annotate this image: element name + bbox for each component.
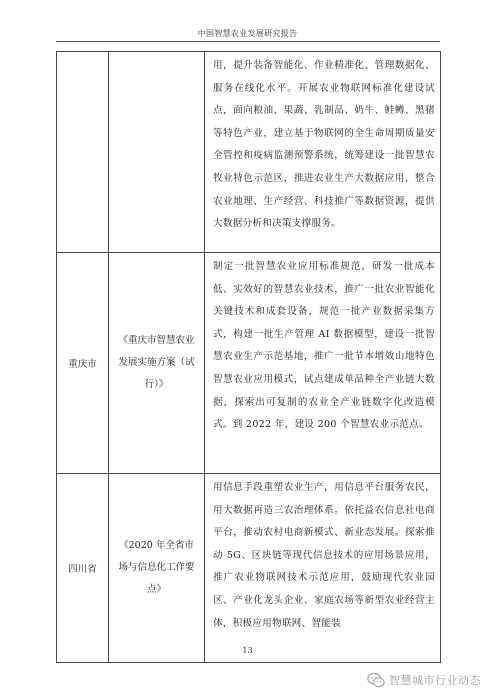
running-header: 中国智慧农业发展研究报告 bbox=[197, 29, 298, 38]
table-row bbox=[57, 253, 441, 474]
content-cell: 用，提升装备智能化、作业精准化、管理数据化、服务在线化水平。开展农业物联网标准化建设试点，面向粮油、果蔬、乳制品、奶牛、鲑鳟、黑猪等特色产业，建立基于物联网的全生命周期质量安全管控和疫病监测预警系统，统筹建设一批智慧农牧业特色示范区，推进农业生产大数据应用，整合农业地理、生产经营、科技推广等数据资源，提供大数据分析和决策支撑服务。 bbox=[205, 52, 441, 253]
content-cell: 制定一批智慧农业应用标准规范，研发一批成本低、实效好的智慧农业技术，推广一批农业智能化关键技术和成套设备，规范一批产业数据采集方式，构建一批生产管理 AI 数据模型，建设一批智慧农业生产示范基地，推广一批节本增效山地特色智慧农业应用模式，试点建成单品种全产业链大数据，探索出可复制的农业全产业链数字化改造模式。到 2022 年，建设 200 个智慧农业示范点。 bbox=[205, 253, 441, 474]
watermark-text: 智慧城市行业动态 bbox=[389, 674, 481, 687]
policy-name-cell: 《2020 年全省市场与信息化工作要点》 bbox=[109, 474, 205, 663]
table-row bbox=[57, 52, 441, 253]
policy-name-cell: 《重庆市智慧农业发展实施方案（试行）》 bbox=[109, 253, 205, 474]
region-cell: 四川省 bbox=[57, 474, 109, 663]
region-cell bbox=[57, 52, 109, 253]
wechat-icon bbox=[367, 671, 385, 689]
policy-name-cell bbox=[109, 52, 205, 253]
region-cell: 重庆市 bbox=[57, 253, 109, 474]
policy-table bbox=[56, 51, 441, 663]
header-rule bbox=[56, 41, 440, 42]
content-cell: 用信息手段重塑农业生产，用信息平台服务农民，用大数据再造三农治理体系。依托益农信息社电商平台，推动农村电商新模式、新业态发展。探索推动 5G、区块链等现代信息技术的应用场景应用，推广农业物联网技术示范应用，鼓励现代农业园区、产业化龙头企业、家庭农场等新型农业经营主体，积极应用物联网、智能装 bbox=[205, 474, 441, 663]
watermark bbox=[367, 671, 481, 689]
page-number: 13 bbox=[242, 646, 253, 655]
table-row bbox=[57, 474, 441, 663]
